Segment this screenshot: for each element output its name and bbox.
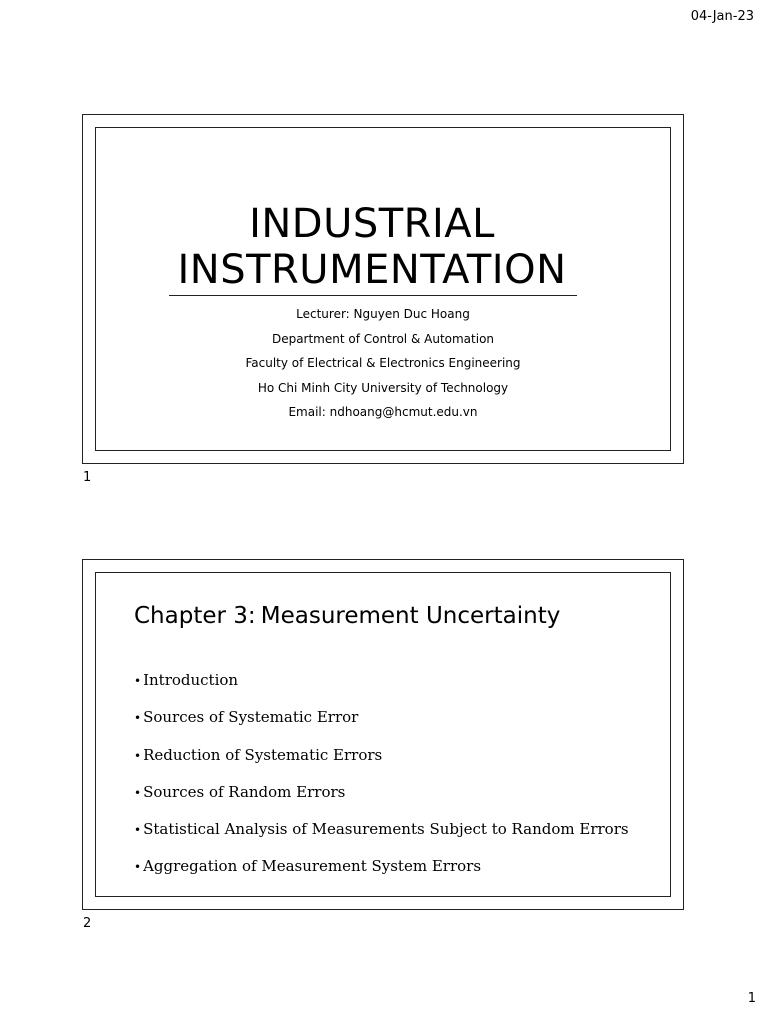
slide-title (168, 201, 576, 293)
list-item (134, 819, 629, 856)
topic-text: Sources of Random Errors (143, 782, 346, 801)
topic-text: Aggregation of Measurement System Errors (143, 857, 482, 876)
list-item (134, 707, 629, 744)
bullet-icon: • (134, 785, 142, 800)
lecturer-name: Lecturer: Nguyen Duc Hoang (296, 307, 470, 321)
list-item (134, 782, 629, 819)
slide-2 (82, 559, 684, 910)
page-number: 1 (747, 991, 756, 1006)
title-underline (169, 295, 577, 296)
faculty: Faculty of Electrical & Electronics Engineering (245, 356, 521, 370)
bullet-icon: • (134, 823, 142, 838)
slide-number-2: 2 (83, 916, 92, 931)
topic-list (134, 670, 629, 894)
topic-text: Sources of Systematic Error (143, 708, 359, 727)
bullet-icon: • (134, 748, 142, 763)
topic-text: Reduction of Systematic Errors (143, 745, 383, 764)
slide-1 (82, 114, 684, 464)
list-item (134, 670, 629, 707)
chapter-prefix: Chapter 3: (134, 603, 256, 629)
title-line-2: INSTRUMENTATION (177, 247, 567, 293)
title-line-1: INDUSTRIAL (249, 201, 495, 247)
bullet-icon: • (134, 711, 142, 726)
chapter-name: Measurement Uncertainty (260, 603, 561, 629)
email: Email: ndhoang@hcmut.edu.vn (288, 405, 478, 419)
topic-text: Statistical Analysis of Measurements Subject to Random Errors (143, 820, 629, 839)
slide-number-1: 1 (83, 470, 92, 485)
topic-text: Introduction (143, 671, 239, 689)
bullet-icon: • (134, 860, 142, 875)
department: Department of Control & Automation (271, 331, 495, 346)
list-item (134, 856, 629, 893)
bullet-icon: • (134, 674, 142, 688)
chapter-title (134, 603, 560, 629)
list-item (134, 745, 629, 782)
university: Ho Chi Minh City University of Technology (257, 380, 509, 395)
page-date: 04-Jan-23 (690, 9, 754, 24)
lecturer-info (83, 302, 683, 425)
